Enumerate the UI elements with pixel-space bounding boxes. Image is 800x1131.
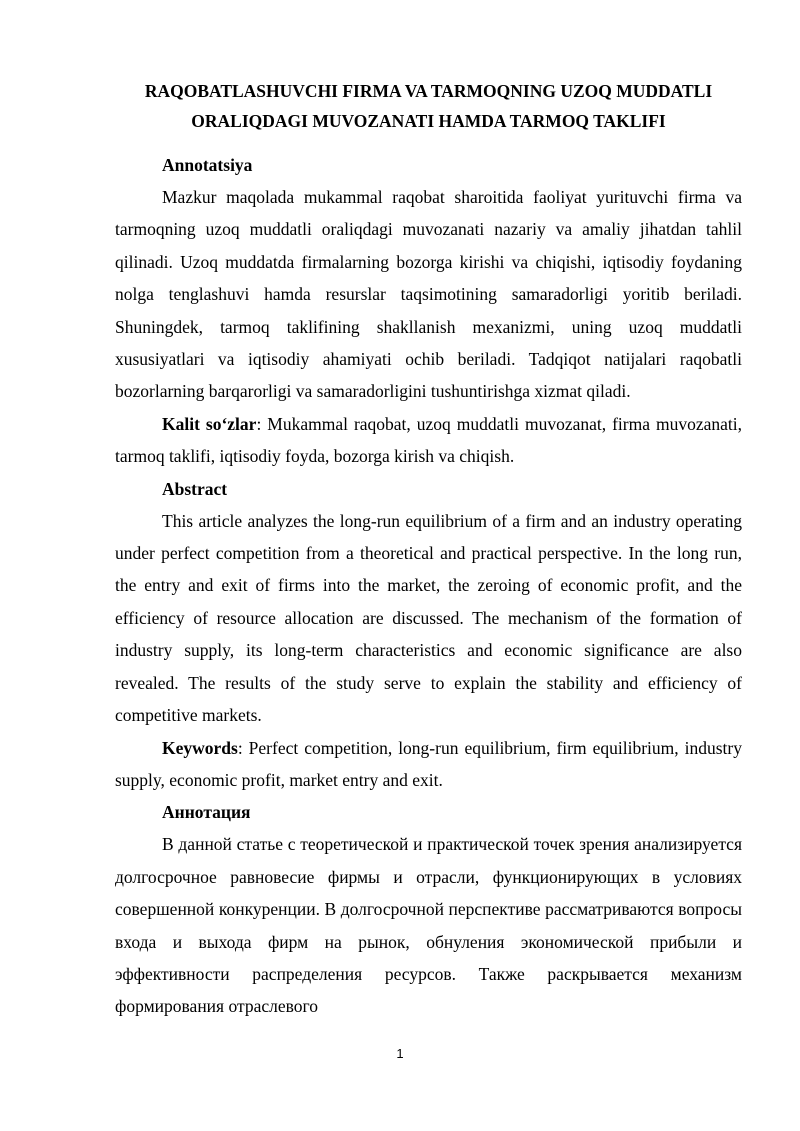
ru-annotation-body: В данной статье с теоретической и практической точек зрения анализируется долгосрочное равновесие фирмы и отрасли, функционирующих в условиях совершенной конкуренции. В долгосрочной перспективе рассматриваются вопросы входа и выхода фирм на рынок, обнуления экономической прибыли и эффективности распределения ресурсов. Также раскрывается механизм формирования отраслевого — [115, 834, 742, 1017]
en-abstract-body: This article analyzes the long-run equilibrium of a firm and an industry operating under perfect competition from a theoretical and practical perspective. In the long run, the entry and exit of firms into the market, the zeroing of economic profit, and the efficiency of resource allocation are discussed. The mechanism of the formation of industry supply, its long-term characteristics and economic significance are also revealed. The results of the study serve to explain the stability and efficiency of competitive markets. — [115, 510, 742, 726]
en-abstract-heading: Abstract — [162, 478, 228, 499]
en-keywords-label: Keywords — [162, 737, 238, 758]
ru-annotation-heading: Аннотация — [162, 802, 251, 823]
page-number: 1 — [396, 1046, 404, 1061]
title-line-1: RAQOBATLASHUVCHI FIRMA VA TARMOQNING UZOQ MUDDATLI — [144, 81, 713, 101]
en-keywords — [115, 732, 742, 797]
uz-keywords-label: Kalit soʻzlar — [162, 413, 257, 434]
uz-keywords-text: : Mukammal raqobat, uzoq muddatli muvozanat, firma muvozanati, tarmoq taklifi, iqtisodiy foyda, bozorga kirish va chiqish. — [115, 413, 743, 467]
uz-annotation-heading: Annotatsiya — [162, 155, 253, 175]
uz-keywords — [115, 408, 742, 473]
en-keywords-text: : Perfect competition, long-run equilibrium, firm equilibrium, industry supply, economic profit, market entry and exit. — [115, 737, 742, 790]
title-line-2: ORALIQDAGI MUVOZANATI HAMDA TARMOQ TAKLIFI — [191, 111, 666, 131]
uz-annotation-body: Mazkur maqolada mukammal raqobat sharoitida faoliyat yurituvchi firma va tarmoqning uzoq muddatli oraliqdagi muvozanati nazariy va amaliy jihatdan tahlil qilinadi. Uzoq muddatda firmalarning bozorga kirishi va chiqishi, iqtisodiy foydaning nolga tenglashuvi hamda resurslar taqsimotining samaradorligi yoritib beriladi. Shuningdek, tarmoq taklifining shakllanish mexanizmi, uning uzoq muddatli xususiyatlari va iqtisodiy ahamiyati ochib beriladi. Tadqiqot natijalari raqobatli bozorlarning barqarorligi va samaradorligini tushuntirishga xizmat qiladi. — [115, 187, 742, 402]
paper-title — [115, 76, 742, 136]
